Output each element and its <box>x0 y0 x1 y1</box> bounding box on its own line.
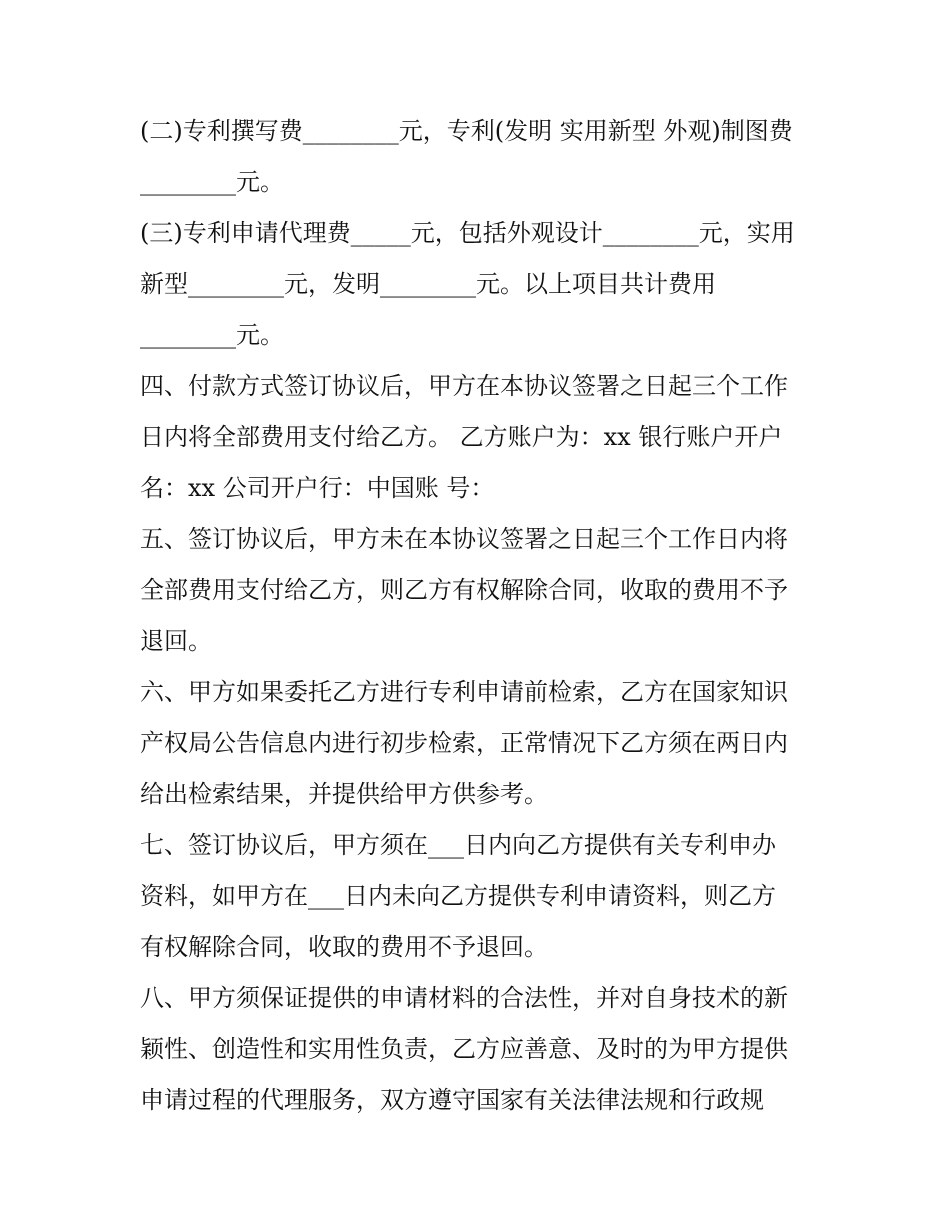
text-line: ________元。 <box>140 168 284 196</box>
text-line: 四、付款方式签订协议后，甲方在本协议签署之日起三个工作 <box>140 372 788 400</box>
text-line: 八、甲方须保证提供的申请材料的合法性，并对自身技术的新 <box>140 984 788 1012</box>
text-line: 给出检索结果，并提供给甲方供参考。 <box>140 780 548 808</box>
text-line: 新型________元，发明________元。以上项目共计费用 <box>140 270 716 298</box>
text-line: ________元。 <box>140 321 284 349</box>
text-line: 颖性、创造性和实用性负责，乙方应善意、及时的为甲方提供 <box>140 1035 788 1063</box>
text-line: 七、签订协议后，甲方须在___日内向乙方提供有关专利申办 <box>140 831 776 859</box>
text-line: 退回。 <box>140 627 212 655</box>
text-line: 全部费用支付给乙方，则乙方有权解除合同，收取的费用不予 <box>140 576 788 604</box>
text-line: (三)专利申请代理费_____元，包括外观设计________元，实用 <box>140 219 795 247</box>
text-line: 产权局公告信息内进行初步检索，正常情况下乙方须在两日内 <box>140 729 788 757</box>
text-line: (二)专利撰写费________元，专利(发明 实用新型 外观)制图费 <box>140 117 793 145</box>
text-line: 资料，如甲方在___日内未向乙方提供专利申请资料，则乙方 <box>140 882 776 910</box>
text-line: 六、甲方如果委托乙方进行专利申请前检索，乙方在国家知识 <box>140 678 788 706</box>
text-line: 申请过程的代理服务，双方遵守国家有关法律法规和行政规 <box>140 1086 764 1114</box>
text-line: 有权解除合同，收取的费用不予退回。 <box>140 933 548 961</box>
text-line: 名：xx 公司开户行：中国账 号： <box>140 474 495 502</box>
text-line: 五、签订协议后，甲方未在本协议签署之日起三个工作日内将 <box>140 525 788 553</box>
text-line: 日内将全部费用支付给乙方。 乙方账户为：xx 银行账户开户 <box>140 423 783 451</box>
